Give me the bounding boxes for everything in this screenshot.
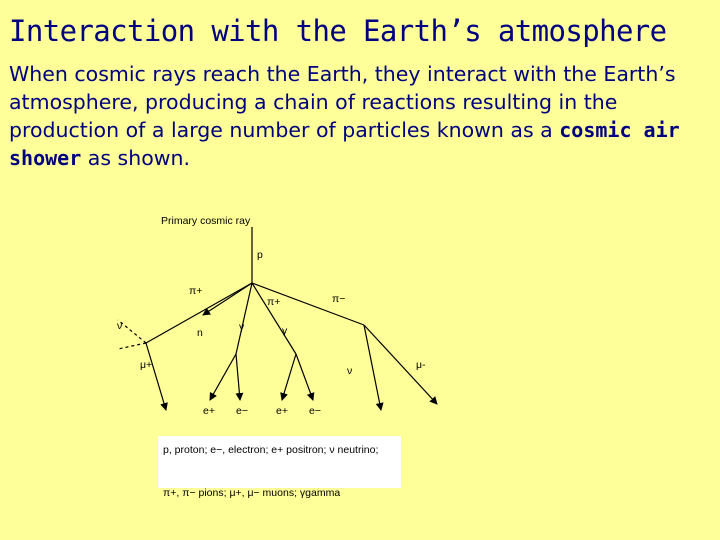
- nu-left-track-2: [118, 343, 146, 349]
- nu-left-label: ν: [117, 320, 123, 332]
- e-minus-1-label: e−: [236, 405, 248, 417]
- n-label: n: [197, 327, 203, 339]
- primary-label: Primary cosmic ray: [161, 215, 251, 227]
- gamma-left-label: γ: [239, 321, 245, 333]
- e-plus-2-track: [282, 354, 296, 400]
- mu-minus-label: μ-: [416, 359, 426, 371]
- slide-title: Interaction with the Earth’s atmosphere: [9, 14, 667, 48]
- gamma-right-track: [252, 283, 296, 354]
- legend-line-2: π+, π− pions; μ+, μ− muons; γgamma: [163, 487, 341, 499]
- pi-plus-left-label: π+: [189, 285, 203, 297]
- neutron-track: [203, 283, 252, 315]
- e-plus-1-track: [210, 354, 236, 400]
- e-plus-1-label: e+: [203, 405, 215, 417]
- legend-line-1: p, proton; e−, electron; e+ positron; ν neutrino;: [163, 444, 379, 456]
- nu-right-track: [364, 325, 381, 410]
- pi-plus-right-label: π+: [267, 296, 281, 308]
- body-text-end: as shown.: [81, 146, 191, 170]
- mu-plus-track: [146, 343, 166, 410]
- body-text-bold: cosmic air shower: [9, 118, 680, 170]
- nu-right-label: ν: [347, 365, 353, 377]
- e-minus-2-label: e−: [309, 405, 321, 417]
- e-plus-2-label: e+: [276, 405, 288, 417]
- p-label: p: [257, 249, 263, 261]
- mu-plus-label: μ+: [140, 359, 153, 371]
- mu-minus-track: [364, 325, 437, 404]
- e-minus-1-track: [236, 354, 240, 400]
- body-text-intro: When cosmic rays reach the Earth, they interact with the Earth’s atmosphere, producing a chain of reactions resulting in the production of a large number of particles known as a: [9, 62, 676, 142]
- gamma-right-label: γ: [282, 325, 288, 337]
- pi-minus-label: π−: [332, 293, 346, 305]
- e-minus-2-track: [296, 354, 313, 400]
- gamma-left-track: [236, 283, 252, 354]
